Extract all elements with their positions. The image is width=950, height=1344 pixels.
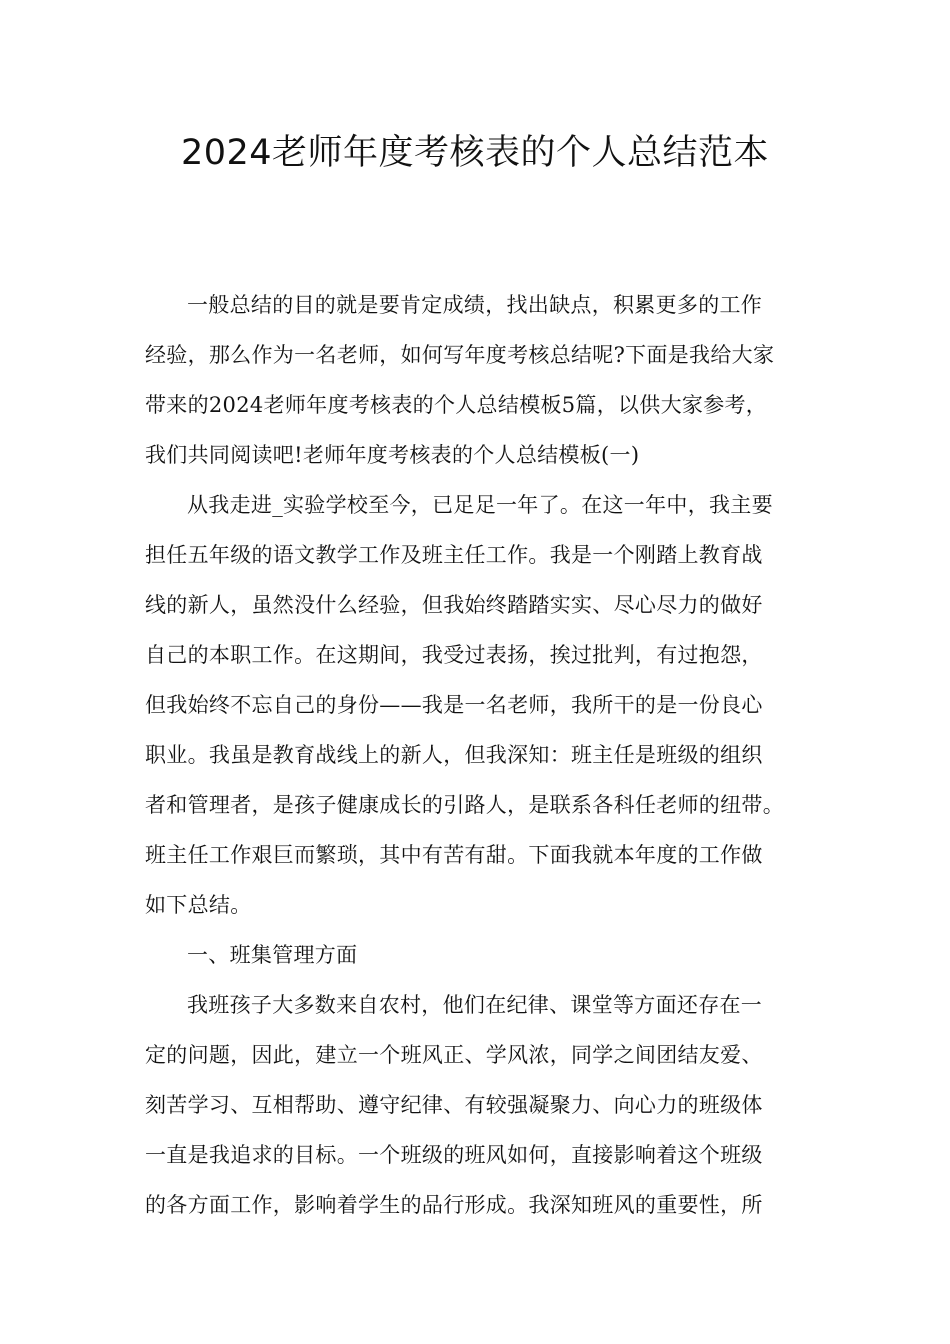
- paragraph-line: 但我始终不忘自己的身份——我是一名老师，我所干的是一份良心: [145, 693, 763, 717]
- paragraph-line: 刻苦学习、互相帮助、遵守纪律、有较强凝聚力、向心力的班级体: [145, 1093, 763, 1117]
- section-heading: 一、班集管理方面: [187, 943, 358, 967]
- paragraph-line: 一直是我追求的目标。一个班级的班风如何，直接影响着这个班级: [145, 1143, 763, 1167]
- paragraph-line: 如下总结。: [145, 893, 252, 917]
- paragraph-line: 的各方面工作，影响着学生的品行形成。我深知班风的重要性，所: [145, 1193, 763, 1217]
- paragraph-line: 线的新人，虽然没什么经验，但我始终踏踏实实、尽心尽力的做好: [145, 593, 763, 617]
- paragraph-line: 者和管理者，是孩子健康成长的引路人，是联系各科任老师的纽带。: [145, 793, 784, 817]
- paragraph-line: 班主任工作艰巨而繁琐，其中有苦有甜。下面我就本年度的工作做: [145, 843, 763, 867]
- document-title: 2024老师年度考核表的个人总结范本: [180, 133, 770, 173]
- paragraph-line: 职业。我虽是教育战线上的新人，但我深知：班主任是班级的组织: [145, 743, 763, 767]
- paragraph-line: 自己的本职工作。在这期间，我受过表扬，挨过批判，有过抱怨，: [145, 643, 763, 667]
- paragraph-line: 我们共同阅读吧!老师年度考核表的个人总结模板(一): [145, 443, 640, 467]
- paragraph-line: 我班孩子大多数来自农村，他们在纪律、课堂等方面还存在一: [187, 993, 763, 1017]
- document-body: [145, 280, 825, 1230]
- paragraph-line: 带来的2024老师年度考核表的个人总结模板5篇，以供大家参考，: [145, 393, 768, 417]
- paragraph-line: 从我走进_实验学校至今，已足足一年了。在这一年中，我主要: [187, 493, 773, 517]
- paragraph-line: 经验，那么作为一名老师，如何写年度考核总结呢?下面是我给大家: [145, 343, 775, 367]
- paragraph-line: 一般总结的目的就是要肯定成绩，找出缺点，积累更多的工作: [187, 293, 763, 317]
- paragraph-line: 担任五年级的语文教学工作及班主任工作。我是一个刚踏上教育战: [145, 543, 763, 567]
- paragraph-line: 定的问题，因此，建立一个班风正、学风浓，同学之间团结友爱、: [145, 1043, 763, 1067]
